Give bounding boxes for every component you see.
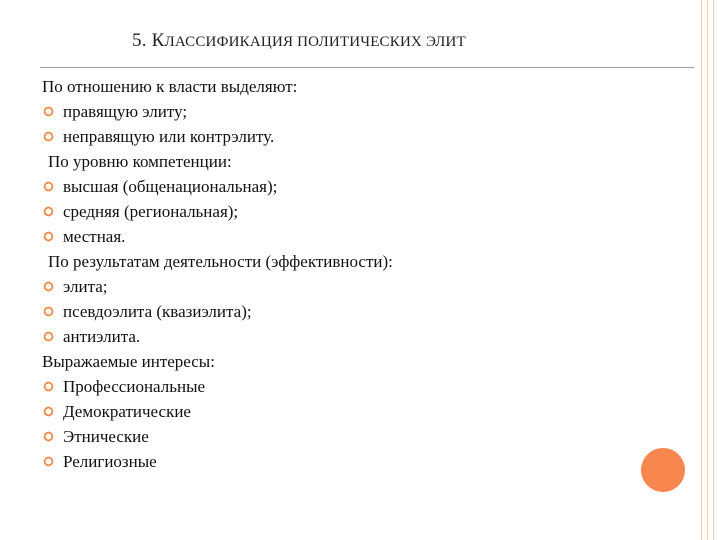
list-item-text: Демократические [63, 402, 191, 421]
list-item [42, 199, 682, 224]
slide-title [132, 30, 466, 52]
hollow-circle-bullet-icon [43, 406, 54, 417]
section-heading [42, 149, 682, 174]
slide-content [42, 74, 682, 474]
list-item-text: Религиозные [63, 452, 157, 471]
hollow-circle-bullet-icon [43, 381, 54, 392]
hollow-circle-bullet-icon [43, 231, 54, 242]
list-item-text: элита; [63, 277, 108, 296]
hollow-circle-bullet-icon [43, 131, 54, 142]
section-heading [42, 74, 682, 99]
list-item [42, 424, 682, 449]
hollow-circle-bullet-icon [43, 181, 54, 192]
section-heading [42, 249, 682, 274]
decorative-circle [641, 448, 685, 492]
list-item-text: правящую элиту; [63, 102, 188, 121]
hollow-circle-bullet-icon [43, 281, 54, 292]
list-item [42, 99, 682, 124]
list-item [42, 299, 682, 324]
hollow-circle-bullet-icon [43, 106, 54, 117]
section-heading-text: По уровню компетенции: [48, 152, 232, 171]
list-item [42, 174, 682, 199]
list-item [42, 399, 682, 424]
list-item [42, 124, 682, 149]
list-item [42, 449, 682, 474]
hollow-circle-bullet-icon [43, 331, 54, 342]
decorative-vertical-rule [713, 0, 714, 540]
list-item-text: неправящую или контрэлиту. [63, 127, 275, 146]
title-rest: ЛАССИФИКАЦИЯ ПОЛИТИЧЕСКИХ ЭЛИТ [164, 34, 466, 50]
decorative-vertical-rule [701, 0, 702, 540]
list-item-text: псевдоэлита (квазиэлита); [63, 302, 252, 321]
section-heading [42, 349, 682, 374]
list-item-text: высшая (общенациональная); [63, 177, 278, 196]
hollow-circle-bullet-icon [43, 456, 54, 467]
list-item-text: местная. [63, 227, 126, 246]
hollow-circle-bullet-icon [43, 206, 54, 217]
decorative-vertical-rule [707, 0, 708, 540]
title-first-letter: К [151, 30, 165, 51]
list-item-text: Профессиональные [63, 377, 206, 396]
list-item [42, 224, 682, 249]
list-item-text: Этнические [63, 427, 149, 446]
section-heading-text: По отношению к власти выделяют: [42, 77, 298, 96]
list-item [42, 324, 682, 349]
list-item [42, 374, 682, 399]
title-number: 5. [132, 30, 152, 51]
title-divider [40, 67, 694, 68]
section-heading-text: Выражаемые интересы: [42, 352, 215, 371]
list-item-text: средняя (региональная); [63, 202, 239, 221]
hollow-circle-bullet-icon [43, 431, 54, 442]
hollow-circle-bullet-icon [43, 306, 54, 317]
section-heading-text: По результатам деятельности (эффективности): [48, 252, 393, 271]
list-item [42, 274, 682, 299]
list-item-text: антиэлита. [63, 327, 141, 346]
